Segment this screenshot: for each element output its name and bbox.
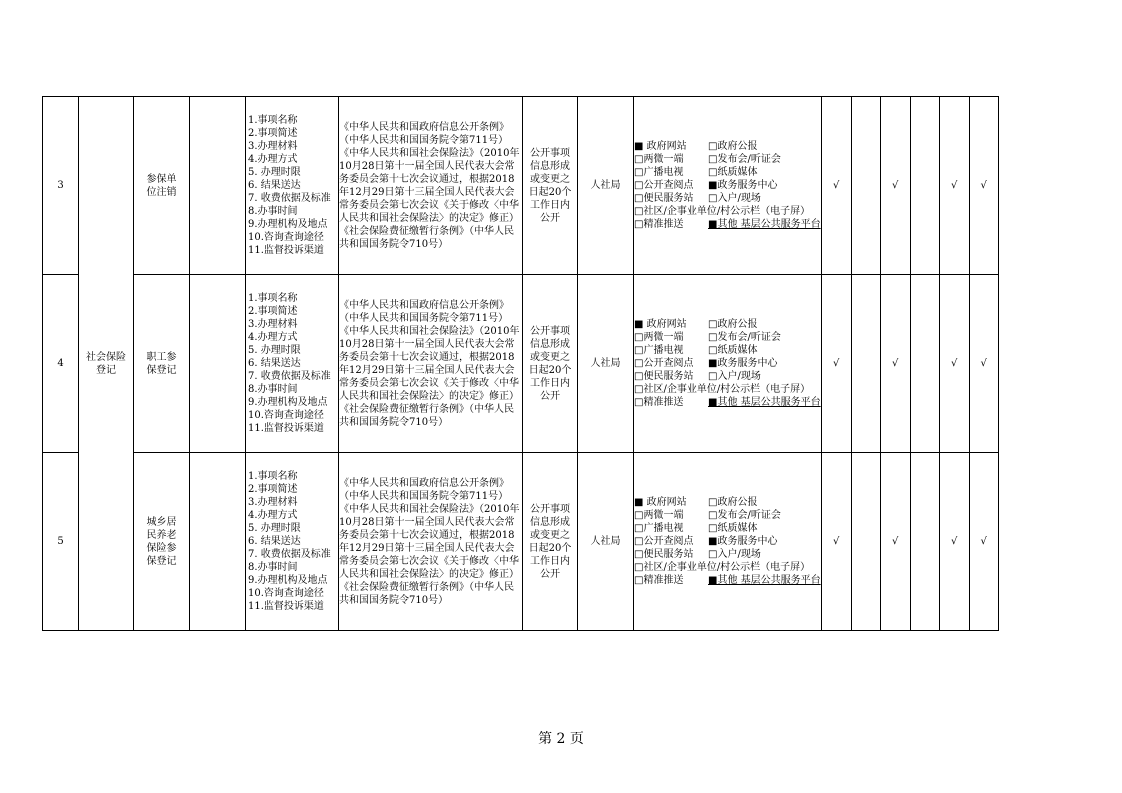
disclosure-channels — [634, 275, 822, 453]
disclosure-elements — [246, 453, 339, 631]
element-line: 7. 收费依据及标准 — [248, 371, 331, 382]
channel-row — [634, 166, 821, 179]
element-line: 8.办事时间 — [248, 384, 298, 395]
table-row — [43, 275, 999, 453]
agency: 人社局 — [578, 275, 634, 453]
element-line: 1.事项名称 — [248, 471, 298, 482]
channel-row — [634, 344, 821, 357]
element-line: 4.办理方式 — [248, 332, 298, 343]
channel-option: □两微一端 — [634, 332, 684, 343]
disclosure-timing: 公开事项信息形成或变更之日起20个工作日内公开 — [523, 97, 578, 275]
channel-option: □广播电视 — [634, 523, 684, 534]
channel-row — [634, 192, 821, 205]
element-line: 11.监督投诉渠道 — [248, 601, 324, 612]
channel-option: □发布会/听证会 — [708, 510, 781, 521]
channel-option: □发布会/听证会 — [708, 332, 781, 343]
channel-option: □两微一端 — [634, 510, 684, 521]
channel-option: □便民服务站 — [634, 371, 694, 382]
element-line: 10.咨询查询途径 — [248, 588, 324, 599]
agency: 人社局 — [578, 453, 634, 631]
check-mark — [910, 453, 939, 631]
table-row — [43, 97, 999, 275]
channel-row — [634, 548, 821, 561]
element-line: 3.办理材料 — [248, 497, 298, 508]
disclosure-channels — [634, 97, 822, 275]
channel-option: □纸质媒体 — [708, 345, 758, 356]
element-line: 5. 办理时限 — [248, 167, 301, 178]
check-mark: √ — [880, 453, 910, 631]
check-mark: √ — [969, 97, 998, 275]
channel-row — [634, 396, 821, 409]
element-line: 6. 结果送达 — [248, 180, 301, 191]
channel-option: ■政务服务中心 — [708, 536, 778, 547]
check-mark: √ — [969, 275, 998, 453]
element-line: 9.办理机构及地点 — [248, 397, 328, 408]
disclosure-timing: 公开事项信息形成或变更之日起20个工作日内公开 — [523, 453, 578, 631]
channel-row — [634, 318, 821, 331]
channel-option: □精准推送 — [634, 219, 684, 230]
channel-row — [634, 357, 821, 370]
element-line: 11.监督投诉渠道 — [248, 423, 324, 434]
check-mark: √ — [939, 453, 969, 631]
row-number: 4 — [43, 275, 79, 453]
channel-option: ■其他 基层公共服务平台 — [708, 219, 821, 230]
element-line: 1.事项名称 — [248, 293, 298, 304]
disclosure-channels — [634, 453, 822, 631]
element-line: 5. 办理时限 — [248, 345, 301, 356]
category-cell: 社会保险登记 — [79, 97, 134, 631]
channel-row — [634, 561, 821, 574]
legal-basis: 《中华人民共和国政府信息公开条例》（中华人民共和国国务院令第711号）《中华人民共和国社会保险法》（2010年10月28日第十一届全国人民代表大会常务委员会第十七次会议通过，根据2018年12月29日第十三届全国人民代表大会常务委员会第七次会议《关于修改〈中华人民共和国社会保险法〉的决定》修正）《社会保险费征缴暂行条例》（中华人民共和国国务院令710号） — [339, 97, 523, 275]
channel-option: □社区/企事业单位/村公示栏（电子屏） — [634, 384, 811, 395]
element-line: 9.办理机构及地点 — [248, 575, 328, 586]
channel-row — [634, 496, 821, 509]
channel-option: □两微一端 — [634, 154, 684, 165]
channel-option: □发布会/听证会 — [708, 154, 781, 165]
channel-option: ■ 政府网站 — [634, 319, 687, 330]
check-mark — [910, 275, 939, 453]
element-line: 10.咨询查询途径 — [248, 232, 324, 243]
check-mark: √ — [821, 453, 851, 631]
table-row — [43, 453, 999, 631]
channel-option: ■政务服务中心 — [708, 180, 778, 191]
channel-option: □便民服务站 — [634, 193, 694, 204]
row-number: 3 — [43, 97, 79, 275]
element-line: 10.咨询查询途径 — [248, 410, 324, 421]
check-mark: √ — [880, 275, 910, 453]
check-mark: √ — [939, 275, 969, 453]
empty-cell — [190, 97, 246, 275]
element-line: 11.监督投诉渠道 — [248, 245, 324, 256]
disclosure-table — [42, 96, 999, 631]
element-line: 6. 结果送达 — [248, 536, 301, 547]
channel-option: □入户/现场 — [708, 193, 761, 204]
check-mark: √ — [939, 97, 969, 275]
empty-cell — [190, 453, 246, 631]
element-line: 8.办事时间 — [248, 206, 298, 217]
channel-row — [634, 218, 821, 231]
channel-row — [634, 331, 821, 344]
channel-row — [634, 205, 821, 218]
channel-option: □入户/现场 — [708, 371, 761, 382]
item-name: 职工参保登记 — [134, 275, 190, 453]
element-line: 9.办理机构及地点 — [248, 219, 328, 230]
element-line: 4.办理方式 — [248, 510, 298, 521]
channel-option: ■ 政府网站 — [634, 497, 687, 508]
channel-option: □精准推送 — [634, 397, 684, 408]
channel-option: □社区/企事业单位/村公示栏（电子屏） — [634, 562, 811, 573]
channel-row — [634, 153, 821, 166]
disclosure-elements — [246, 275, 339, 453]
row-number: 5 — [43, 453, 79, 631]
check-mark: √ — [969, 453, 998, 631]
channel-option: □纸质媒体 — [708, 167, 758, 178]
channel-option: □政府公报 — [708, 141, 758, 152]
channel-row — [634, 370, 821, 383]
channel-option: □政府公报 — [708, 497, 758, 508]
check-mark — [910, 97, 939, 275]
element-line: 7. 收费依据及标准 — [248, 549, 331, 560]
check-mark — [851, 275, 880, 453]
element-line: 3.办理材料 — [248, 319, 298, 330]
element-line: 2.事项简述 — [248, 484, 298, 495]
element-line: 5. 办理时限 — [248, 523, 301, 534]
channel-option: □便民服务站 — [634, 549, 694, 560]
check-mark: √ — [880, 97, 910, 275]
disclosure-elements — [246, 97, 339, 275]
channel-row — [634, 383, 821, 396]
channel-option: ■其他 基层公共服务平台 — [708, 397, 821, 408]
channel-option: □政府公报 — [708, 319, 758, 330]
element-line: 2.事项简述 — [248, 128, 298, 139]
check-mark: √ — [821, 97, 851, 275]
element-line: 3.办理材料 — [248, 141, 298, 152]
empty-cell — [190, 275, 246, 453]
channel-option: □纸质媒体 — [708, 523, 758, 534]
disclosure-timing: 公开事项信息形成或变更之日起20个工作日内公开 — [523, 275, 578, 453]
element-line: 2.事项简述 — [248, 306, 298, 317]
channel-row — [634, 140, 821, 153]
channel-option: □精准推送 — [634, 575, 684, 586]
item-name: 参保单位注销 — [134, 97, 190, 275]
item-name: 城乡居民养老保险参保登记 — [134, 453, 190, 631]
element-line: 1.事项名称 — [248, 115, 298, 126]
check-mark: √ — [821, 275, 851, 453]
element-line: 6. 结果送达 — [248, 358, 301, 369]
channel-option: □入户/现场 — [708, 549, 761, 560]
channel-option: □公开查阅点 — [634, 358, 694, 369]
agency: 人社局 — [578, 97, 634, 275]
channel-row — [634, 179, 821, 192]
channel-option: □广播电视 — [634, 167, 684, 178]
channel-option: ■其他 基层公共服务平台 — [708, 575, 821, 586]
check-mark — [851, 97, 880, 275]
element-line: 4.办理方式 — [248, 154, 298, 165]
channel-row — [634, 509, 821, 522]
legal-basis: 《中华人民共和国政府信息公开条例》（中华人民共和国国务院令第711号）《中华人民共和国社会保险法》（2010年10月28日第十一届全国人民代表大会常务委员会第十七次会议通过，根据2018年12月29日第十三届全国人民代表大会常务委员会第七次会议《关于修改〈中华人民共和国社会保险法〉的决定》修正）《社会保险费征缴暂行条例》（中华人民共和国国务院令710号） — [339, 453, 523, 631]
element-line: 8.办事时间 — [248, 562, 298, 573]
page-number: 第 2 页 — [538, 731, 584, 747]
legal-basis: 《中华人民共和国政府信息公开条例》（中华人民共和国国务院令第711号）《中华人民共和国社会保险法》（2010年10月28日第十一届全国人民代表大会常务委员会第十七次会议通过，根据2018年12月29日第十三届全国人民代表大会常务委员会第七次会议《关于修改〈中华人民共和国社会保险法〉的决定》修正）《社会保险费征缴暂行条例》（中华人民共和国国务院令710号） — [339, 275, 523, 453]
channel-option: □公开查阅点 — [634, 536, 694, 547]
check-mark — [851, 453, 880, 631]
channel-option: ■政务服务中心 — [708, 358, 778, 369]
channel-option: □社区/企事业单位/村公示栏（电子屏） — [634, 206, 811, 217]
channel-row — [634, 574, 821, 587]
channel-row — [634, 522, 821, 535]
channel-option: ■ 政府网站 — [634, 141, 687, 152]
element-line: 7. 收费依据及标准 — [248, 193, 331, 204]
channel-row — [634, 535, 821, 548]
channel-option: □广播电视 — [634, 345, 684, 356]
channel-option: □公开查阅点 — [634, 180, 694, 191]
